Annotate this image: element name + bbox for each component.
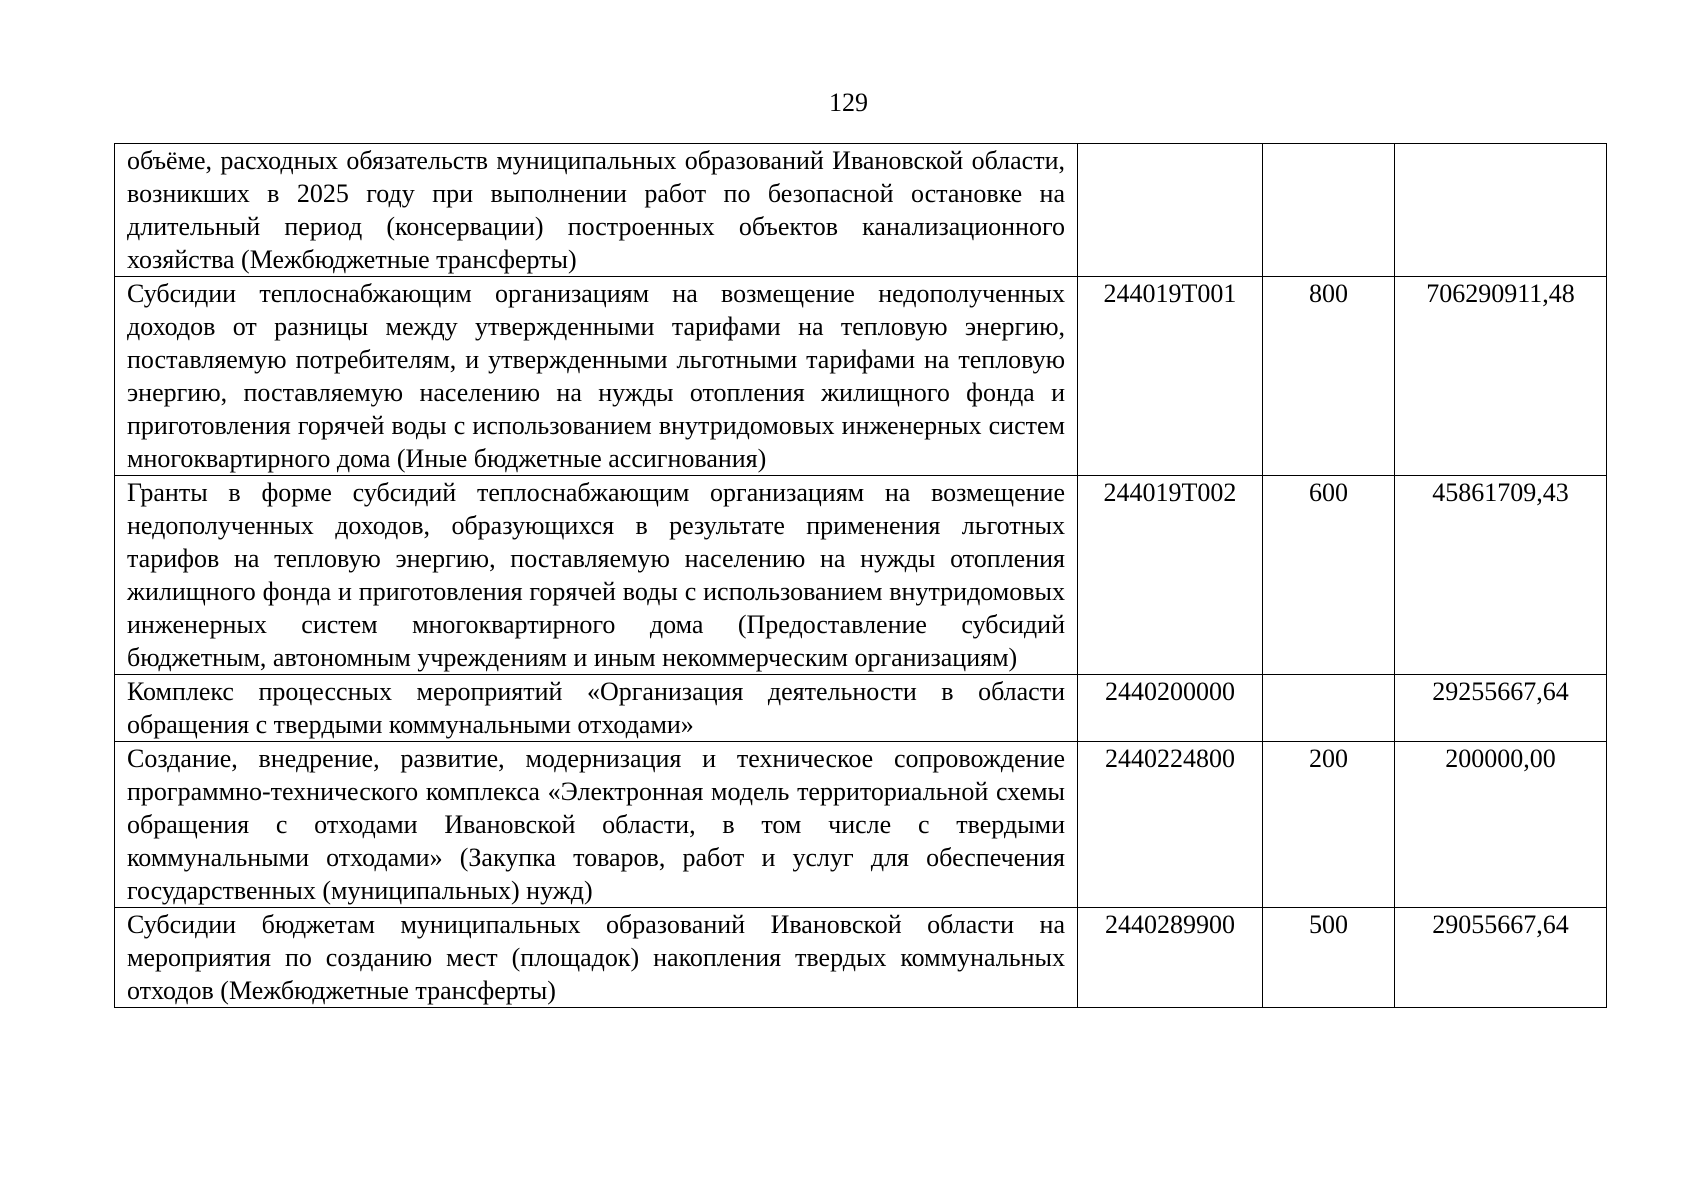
row-expense-type <box>1263 144 1395 277</box>
row-target-code: 2440200000 <box>1078 675 1263 742</box>
row-target-code: 244019Т001 <box>1078 277 1263 476</box>
row-amount <box>1395 144 1607 277</box>
row-expense-type: 600 <box>1263 476 1395 675</box>
row-amount: 29055667,64 <box>1395 908 1607 1008</box>
row-expense-type: 800 <box>1263 277 1395 476</box>
table-row <box>115 277 1607 476</box>
row-expense-type: 500 <box>1263 908 1395 1008</box>
table-row <box>115 144 1607 277</box>
row-description: Создание, внедрение, развитие, модернизация и техническое сопровождение программно-технического комплекса «Электронная модель территориальной схемы обращения с отходами Ивановской области, в том числе с твердыми коммунальными отходами» (Закупка товаров, работ и услуг для обеспечения государственных (муниципальных) нужд) <box>115 742 1078 908</box>
row-description: Комплекс процессных мероприятий «Организация деятельности в области обращения с твердыми коммунальными отходами» <box>115 675 1078 742</box>
row-target-code <box>1078 144 1263 277</box>
row-target-code: 2440289900 <box>1078 908 1263 1008</box>
row-amount: 29255667,64 <box>1395 675 1607 742</box>
page-number: 129 <box>829 88 868 117</box>
row-amount: 200000,00 <box>1395 742 1607 908</box>
row-target-code: 244019Т002 <box>1078 476 1263 675</box>
table-row <box>115 742 1607 908</box>
table-row <box>115 476 1607 675</box>
row-description: Субсидии теплоснабжающим организациям на возмещение недополученных доходов от разницы между утвержденными тарифами на тепловую энергию, поставляемую потребителям, и утвержденными льготными тарифами на тепловую энергию, поставляемую населению на нужды отопления жилищного фонда и приготовления горячей воды с использованием внутридомовых инженерных систем многоквартирного дома (Иные бюджетные ассигнования) <box>115 277 1078 476</box>
table-row <box>115 675 1607 742</box>
row-expense-type <box>1263 675 1395 742</box>
budget-table <box>114 143 1607 1008</box>
row-target-code: 2440224800 <box>1078 742 1263 908</box>
table-row <box>115 908 1607 1008</box>
row-amount: 45861709,43 <box>1395 476 1607 675</box>
row-description: Гранты в форме субсидий теплоснабжающим организациям на возмещение недополученных доходов, образующихся в результате применения льготных тарифов на тепловую энергию, поставляемую населению на нужды отопления жилищного фонда и приготовления горячей воды с использованием внутридомовых инженерных систем многоквартирного дома (Предоставление субсидий бюджетным, автономным учреждениям и иным некоммерческим организациям) <box>115 476 1078 675</box>
row-amount: 706290911,48 <box>1395 277 1607 476</box>
row-description: Субсидии бюджетам муниципальных образований Ивановской области на мероприятия по созданию мест (площадок) накопления твердых коммунальных отходов (Межбюджетные трансферты) <box>115 908 1078 1008</box>
row-description: объёме, расходных обязательств муниципальных образований Ивановской области, возникших в 2025 году при выполнении работ по безопасной остановке на длительный период (консервации) построенных объектов канализационного хозяйства (Межбюджетные трансферты) <box>115 144 1078 277</box>
row-expense-type: 200 <box>1263 742 1395 908</box>
